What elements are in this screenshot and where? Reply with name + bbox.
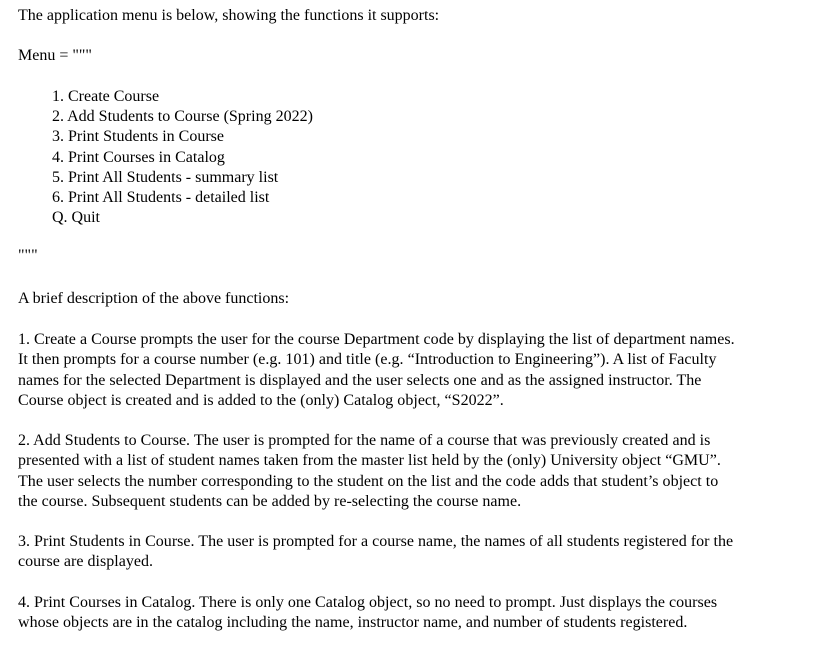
description-line: 4. Print Courses in Catalog. There is only one Catalog object, so no need to prompt. Just displays the courses — [18, 594, 718, 611]
menu-item-summary-list: 5. Print All Students - summary list — [52, 168, 279, 186]
description-line: Course object is created and is added to the (only) Catalog object, “S2022”. — [18, 391, 504, 409]
description-line: names for the selected Department is displayed and the user selects one and as the assigned instructor. The — [18, 371, 702, 389]
intro-text: The application menu is below, showing the functions it supports: — [18, 7, 440, 24]
description-create-course — [18, 330, 818, 411]
description-line: the course. Subsequent students can be added by re-selecting the course name. — [18, 492, 522, 510]
menu-item-quit: Q. Quit — [52, 209, 100, 227]
menu-item-print-courses: 4. Print Courses in Catalog — [52, 148, 225, 166]
menu-item-print-students: 3. Print Students in Course — [52, 128, 225, 146]
description-line: course are displayed. — [18, 553, 154, 571]
menu-item-detailed-list: 6. Print All Students - detailed list — [52, 189, 270, 207]
menu-item-create-course: 1. Create Course — [52, 88, 160, 105]
description-line: presented with a list of student names taken from the master list held by the (only) University object “GMU”. — [18, 452, 721, 470]
description-line: whose objects are in the catalog including the name, instructor name, and number of students registered. — [18, 614, 688, 632]
description-print-students — [18, 532, 818, 573]
description-line: The user selects the number corresponding to the student on the list and the code adds that student’s object to — [18, 472, 719, 490]
description-add-students — [18, 431, 818, 512]
menu-open-delimiter: Menu = """ — [18, 47, 92, 64]
menu-item-add-students: 2. Add Students to Course (Spring 2022) — [52, 108, 313, 126]
description-print-courses — [18, 593, 818, 634]
description-line: 1. Create a Course prompts the user for the course Department code by displaying the list of department names. — [18, 331, 735, 348]
description-line: 3. Print Students in Course. The user is prompted for a course name, the names of all students registered for the — [18, 533, 734, 550]
menu-close-delimiter: """ — [18, 247, 38, 264]
description-line: 2. Add Students to Course. The user is prompted for the name of a course that was previously created and is — [18, 432, 711, 449]
description-line: It then prompts for a course number (e.g. 101) and title (e.g. “Introduction to Engineering”). A list of Faculty — [18, 351, 717, 369]
description-heading: A brief description of the above functions: — [18, 290, 290, 307]
menu-list — [52, 87, 313, 228]
